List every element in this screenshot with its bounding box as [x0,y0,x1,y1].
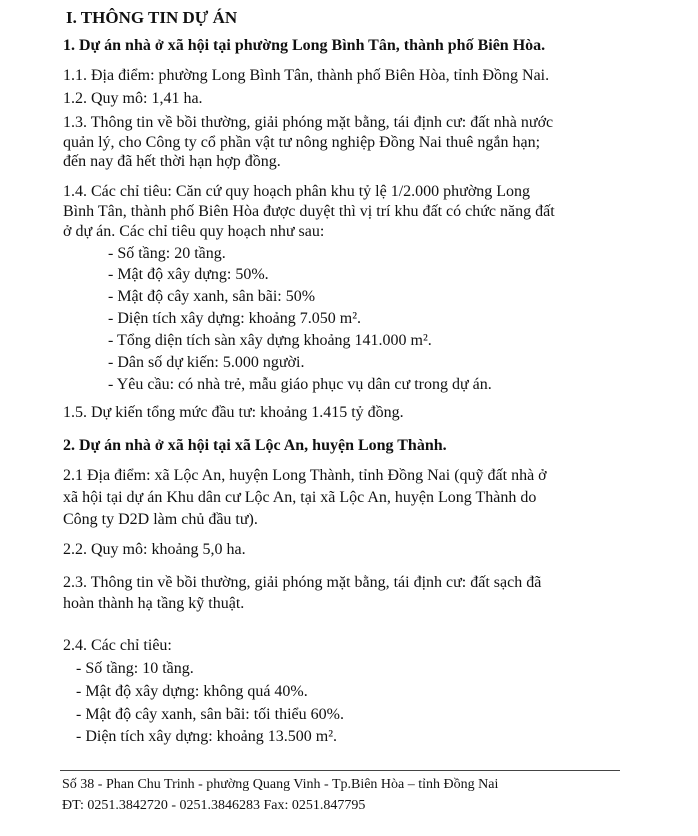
project-2-compensation-line: hoàn thành hạ tầng kỹ thuật. [63,595,245,612]
project-2-location-line: 2.1 Địa điểm: xã Lộc An, huyện Long Thành, tỉnh Đồng Nai (quỹ đất nhà ở [63,467,547,484]
project-1-compensation-line: quản lý, cho Công ty cổ phần vật tư nông nghiệp Đồng Nai thuê ngắn hạn; [63,134,541,151]
footer-phones: ĐT: 0251.3842720 - 0251.3846283 Fax: 0251.847795 [62,798,366,813]
project-1-bullet: - Tổng diện tích sàn xây dựng khoảng 141.000 m². [108,332,432,349]
project-2-bullet: - Mật độ cây xanh, sân bãi: tối thiểu 60%. [76,706,344,723]
project-2-bullet: - Số tầng: 10 tầng. [76,660,194,677]
project-1-criteria-line: ở dự án. Các chỉ tiêu quy hoạch như sau: [63,223,325,240]
project-1-bullet: - Mật độ xây dựng: 50%. [108,266,269,283]
project-1-compensation-line: đến nay đã hết thời hạn hợp đồng. [63,153,281,170]
footer-divider [60,770,620,771]
project-1-title: 1. Dự án nhà ở xã hội tại phường Long Bình Tân, thành phố Biên Hòa. [63,37,546,54]
project-1-bullet: - Dân số dự kiến: 5.000 người. [108,354,305,371]
project-1-scale: 1.2. Quy mô: 1,41 ha. [63,90,203,107]
project-1-compensation-line: 1.3. Thông tin về bồi thường, giải phóng mặt bằng, tái định cư: đất nhà nước [63,114,554,131]
project-1-location: 1.1. Địa điểm: phường Long Bình Tân, thành phố Biên Hòa, tỉnh Đồng Nai. [63,67,550,84]
project-1-investment: 1.5. Dự kiến tổng mức đầu tư: khoảng 1.415 tỷ đồng. [63,404,404,421]
project-1-criteria-line: Bình Tân, thành phố Biên Hòa được duyệt thì vị trí khu đất có chức năng đất [63,203,555,220]
project-1-bullet: - Mật độ cây xanh, sân bãi: 50% [108,288,316,305]
footer-address: Số 38 - Phan Chu Trinh - phường Quang Vinh - Tp.Biên Hòa – tỉnh Đồng Nai [62,777,499,792]
project-2-scale: 2.2. Quy mô: khoảng 5,0 ha. [63,541,246,558]
project-2-location-line: xã hội tại dự án Khu dân cư Lộc An, tại xã Lộc An, huyện Long Thành do [63,489,537,506]
project-2-criteria-title: 2.4. Các chỉ tiêu: [63,637,172,654]
project-2-location-line: Công ty D2D làm chủ đầu tư). [63,511,258,528]
section-heading: I. THÔNG TIN DỰ ÁN [66,8,238,27]
project-1-bullet: - Yêu cầu: có nhà trẻ, mẫu giáo phục vụ dân cư trong dự án. [108,376,492,393]
project-1-criteria-line: 1.4. Các chỉ tiêu: Căn cứ quy hoạch phân khu tỷ lệ 1/2.000 phường Long [63,183,531,200]
project-2-bullet: - Mật độ xây dựng: không quá 40%. [76,683,308,700]
project-1-bullet: - Số tầng: 20 tầng. [108,245,226,262]
project-1-bullet: - Diện tích xây dựng: khoảng 7.050 m². [108,310,361,327]
project-2-title: 2. Dự án nhà ở xã hội tại xã Lộc An, huyện Long Thành. [63,437,447,454]
project-2-bullet: - Diện tích xây dựng: khoảng 13.500 m². [76,728,337,745]
project-2-compensation-line: 2.3. Thông tin về bồi thường, giải phóng mặt bằng, tái định cư: đất sạch đã [63,574,542,591]
